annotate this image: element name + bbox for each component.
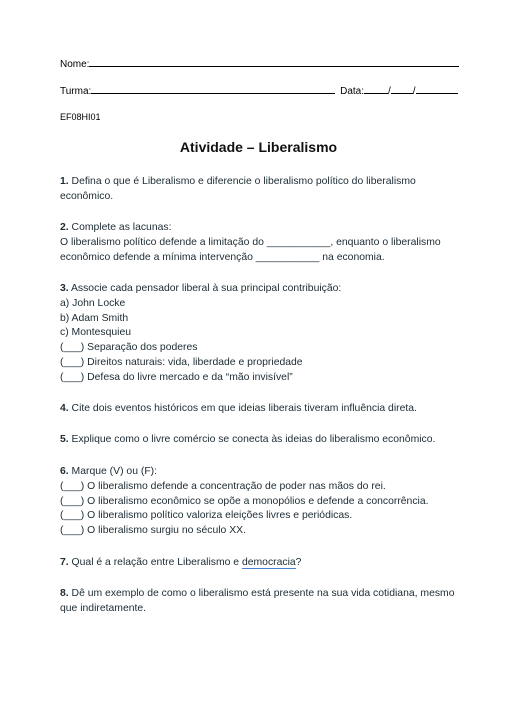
date-month-blank[interactable]: [391, 83, 413, 94]
match-line[interactable]: (___) Direitos naturais: vida, liberdade e propriedade: [60, 356, 303, 368]
match-line[interactable]: (___) Separação dos poderes: [60, 342, 198, 354]
question-1: [60, 175, 465, 205]
question-text-end: ?: [295, 557, 302, 568]
name-field[interactable]: [60, 56, 459, 72]
question-text: Defina o que é Liberalismo e diferencie o liberalismo político do liberalismo econômico.: [60, 176, 416, 202]
spellcheck-word: democracia: [241, 557, 296, 568]
date-slash-1: /: [388, 86, 391, 97]
true-false-line[interactable]: (___) O liberalismo político valoriza eleições livres e periódicas.: [60, 510, 353, 522]
question-4: [60, 402, 465, 417]
true-false-line[interactable]: (___) O liberalismo defende a concentração de poder nas mãos do rei.: [60, 480, 386, 492]
option-line: b) Adam Smith: [60, 312, 129, 324]
class-label: Turma:: [60, 86, 92, 97]
date-label: Data:: [340, 86, 364, 97]
question-number: 8.: [60, 588, 69, 599]
page-title: Atividade – Liberalismo: [179, 139, 338, 155]
option-line: a) John Locke: [60, 297, 126, 309]
question-8: [60, 587, 465, 617]
question-line: O liberalismo político defende a limitação do ___________, enquanto o liberalismo: [60, 236, 441, 248]
question-text: Associe cada pensador liberal à sua principal contribuição:: [68, 283, 342, 294]
question-number: 7.: [60, 557, 69, 568]
question-6: [60, 465, 465, 539]
match-line[interactable]: (___) Defesa do livre mercado e da “mão invisível”: [60, 371, 293, 383]
true-false-line[interactable]: (___) O liberalismo surgiu no século XX.: [60, 525, 246, 537]
question-number: 4.: [60, 403, 69, 414]
question-text: Dê um exemplo de como o liberalismo está presente na sua vida cotidiana, mesmo que indiretamente.: [60, 588, 455, 614]
question-5: [60, 433, 465, 448]
question-3: [60, 282, 465, 386]
question-text: Qual é a relação entre Liberalismo e: [68, 557, 242, 568]
question-text: Cite dois eventos históricos em que ideias liberais tiveram influência direta.: [68, 403, 417, 414]
question-number: 6.: [60, 466, 69, 477]
question-number: 2.: [60, 222, 69, 233]
date-slash-2: /: [412, 86, 416, 97]
question-line: econômico defende a mínima intervenção ___________ na economia.: [60, 251, 385, 263]
question-number: 5.: [60, 434, 69, 445]
question-text: Marque (V) ou (F):: [68, 466, 158, 477]
skill-code: EF08HI01: [60, 112, 101, 122]
date-day-blank[interactable]: [364, 83, 388, 94]
option-line: c) Montesquieu: [60, 327, 132, 339]
question-2: [60, 221, 465, 265]
name-label: Nome:: [60, 59, 90, 70]
question-7: [60, 556, 465, 571]
class-date-field[interactable]: [60, 83, 458, 99]
question-number: 1.: [60, 176, 69, 187]
name-blank[interactable]: [89, 56, 459, 67]
date-year-blank[interactable]: [416, 83, 458, 94]
true-false-line[interactable]: (___) O liberalismo econômico se opõe a monopólios e defende a concorrência.: [60, 495, 429, 507]
question-text: Complete as lacunas:: [68, 222, 172, 233]
question-text: Explique como o livre comércio se conecta às ideias do liberalismo econômico.: [68, 434, 436, 445]
question-number: 3.: [60, 283, 69, 294]
class-blank[interactable]: [91, 83, 335, 94]
